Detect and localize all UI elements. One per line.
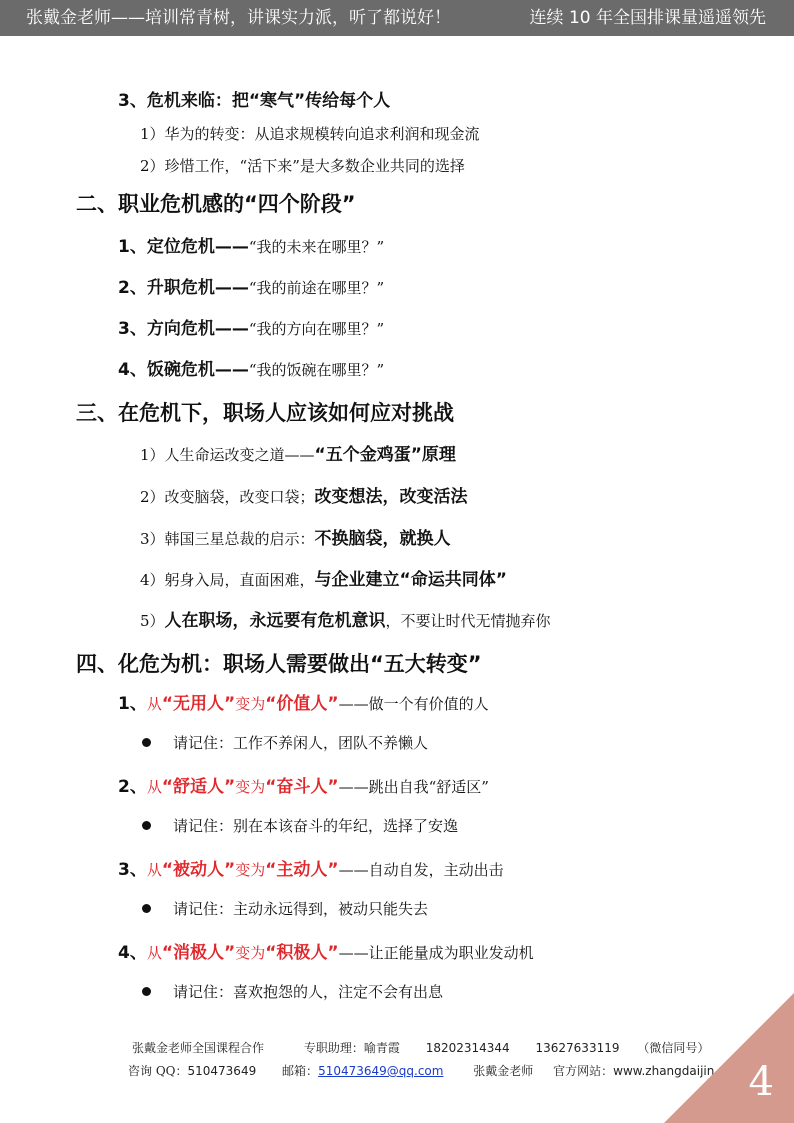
footer-qq: 510473649 [187,1064,257,1078]
item-text: 4）躬身入局，直面困难， [140,571,315,589]
list-item [118,772,489,797]
item-to-role: “主动人” [265,860,339,880]
list-item [118,355,384,380]
list-item [140,606,551,631]
item-emphasis: 人在职场，永远要有危机意识 [164,611,386,631]
footer-phone-2: 13627633119 [535,1041,620,1055]
header-banner [0,0,794,36]
footer-mail-label: 邮箱： [282,1064,319,1078]
list-item [118,855,504,880]
item-text: 1）人生命运改变之道—— [140,446,315,464]
item-emphasis: “五个金鸡蛋”原理 [314,445,456,465]
footer-email-link[interactable]: 510473649@qq.com [318,1064,444,1078]
footer-contact-line-1 [132,1039,709,1056]
list-item: 2）珍惜工作，“活下来”是大多数企业共同的选择 [140,157,465,175]
item-to: 变为 [235,778,266,796]
footer-teacher-name: 张戴金老师 [473,1064,534,1078]
list-item [140,524,451,549]
item-emphasis: 不换脑袋，就换人 [314,529,451,549]
footer-cooperation: 张戴金老师全国课程合作 [132,1041,265,1055]
item-from: 从 [146,695,162,713]
bullet-note [142,898,428,919]
item-text: ——跳出自我“舒适区” [338,778,489,796]
item-number: 1、 [118,694,147,714]
note-text: 请记住：别在本该奋斗的年纪，选择了安逸 [173,817,459,835]
item-text: “我的饭碗在哪里？” [248,361,385,379]
note-text: 请记住：主动永远得到，被动只能失去 [173,900,429,918]
item-to: 变为 [235,944,266,962]
item-heading: 升职危机—— [146,278,249,298]
item-text: “我的方向在哪里？” [248,320,385,338]
section-heading: 3、危机来临：把“寒气”传给每个人 [118,91,391,111]
page-number: 4 [748,1059,774,1105]
item-to: 变为 [235,861,266,879]
item-text: “我的前途在哪里？” [248,279,385,297]
page-corner-decoration [664,993,794,1123]
item-text: ——让正能量成为职业发动机 [338,944,534,962]
item-text: 3）韩国三星总裁的启示： [140,530,315,548]
list-item [140,482,468,507]
footer-wechat-note: （微信同号） [637,1041,710,1055]
bullet-note [142,732,428,753]
item-to-role: “价值人” [265,694,339,714]
item-number: 1、 [118,237,147,257]
section-title: 四、化危为机：职场人需要做出“五大转变” [76,652,482,676]
banner-right-text: 连续 10 年全国排课量遥遥领先 [529,8,766,28]
item-heading: 饭碗危机—— [146,360,249,380]
footer-qq-label: 咨询 QQ： [128,1064,188,1078]
item-to-role: “奋斗人” [265,777,339,797]
footer-website[interactable]: www.zhangdaijin.com [613,1064,744,1078]
item-heading: 方向危机—— [146,319,249,339]
list-item [118,314,384,339]
item-from: 从 [146,861,162,879]
section-title: 二、职业危机感的“四个阶段” [76,192,356,216]
item-to-role: “积极人” [265,943,339,963]
item-to: 变为 [235,695,266,713]
list-item: 1）华为的转变：从追求规模转向追求利润和现金流 [140,125,480,143]
item-from-role: “消极人” [161,943,236,963]
footer-site-label: 官方网站： [553,1064,614,1078]
item-text: “我的未来在哪里？” [248,238,385,256]
item-text: ——自动自发，主动出击 [338,861,504,879]
list-item [118,689,489,714]
bullet-note [142,815,458,836]
item-from-role: “无用人” [161,694,236,714]
item-number: 2、 [118,777,147,797]
list-item [140,440,456,465]
note-text: 请记住：喜欢抱怨的人，注定不会有出息 [173,983,444,1001]
item-emphasis: 改变想法，改变活法 [314,487,468,507]
item-number: 3、 [118,860,147,880]
item-number: 3、 [118,319,147,339]
item-text: ——做一个有价值的人 [338,695,489,713]
item-number: 4、 [118,360,147,380]
footer-contact-line-2 [128,1062,744,1079]
item-text: 5） [140,612,165,630]
list-item [118,273,384,298]
item-number: 4、 [118,943,147,963]
bullet-note [142,981,443,1002]
banner-left-text: 张戴金老师——培训常青树，讲课实力派，听了都说好！ [26,8,451,28]
bullet-icon [142,738,151,747]
item-text-tail: ，不要让时代无情抛弃你 [385,612,551,630]
item-from: 从 [146,944,162,962]
footer-assistant: 专职助理：喻青霞 [303,1041,400,1055]
bullet-icon [142,821,151,830]
footer-phone-1: 18202314344 [425,1041,510,1055]
item-from-role: “舒适人” [161,777,236,797]
list-item [118,938,534,963]
item-number: 2、 [118,278,147,298]
item-heading: 定位危机—— [146,237,249,257]
bullet-icon [142,987,151,996]
bullet-icon [142,904,151,913]
list-item [118,232,384,257]
note-text: 请记住：工作不养闲人，团队不养懒人 [173,734,429,752]
item-from-role: “被动人” [161,860,236,880]
item-text: 2）改变脑袋，改变口袋； [140,488,315,506]
section-title: 三、在危机下，职场人应该如何应对挑战 [76,401,454,425]
list-item [140,565,507,590]
item-emphasis: 与企业建立“命运共同体” [314,570,507,590]
item-from: 从 [146,778,162,796]
